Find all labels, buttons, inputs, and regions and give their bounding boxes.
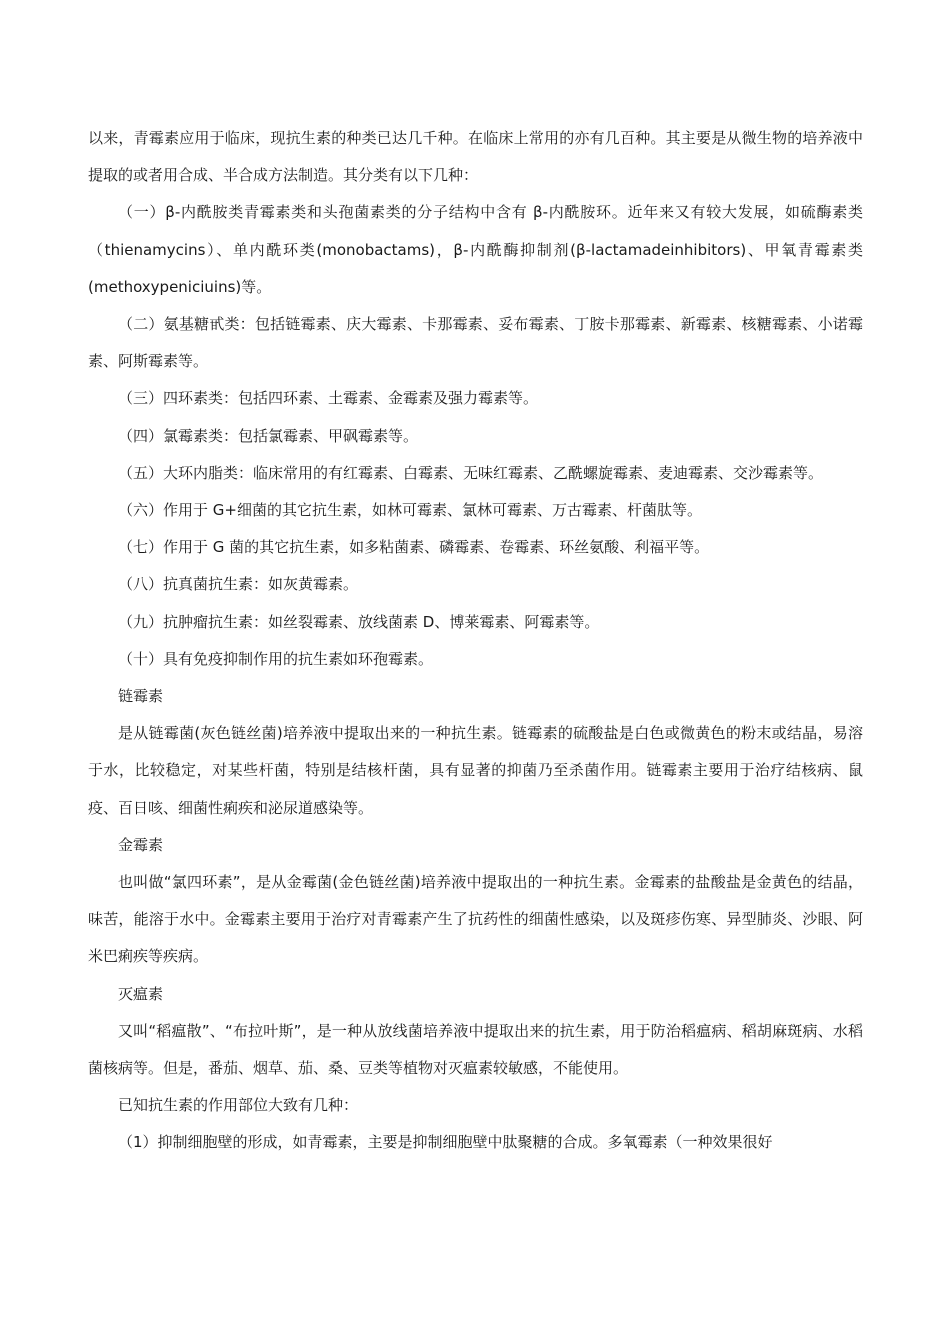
category-3-paragraph: （三）四环素类：包括四环素、土霉素、金霉素及强力霉素等。 <box>118 389 539 408</box>
section-body-aureomycin: 也叫做“氯四环素”，是从金霉菌(金色链丝菌)培养液中提取出的一种抗生素。金霉素的盐酸盐是金黄色的结晶，味苦，能溶于水中。金霉素主要用于治疗对青霉素产生了抗药性的细菌性感染，以及斑疹伤寒、异型肺炎、沙眼、阿米巴痢疾等疾病。 <box>88 873 863 966</box>
category-8-paragraph: （八）抗真菌抗生素：如灰黄霉素。 <box>118 575 359 594</box>
category-4-paragraph: （四）氯霉素类：包括氯霉素、甲砜霉素等。 <box>118 426 419 445</box>
category-7-paragraph: （七）作用于 G 菌的其它抗生素，如多粘菌素、磷霉素、卷霉素、环丝氨酸、利福平等。 <box>118 538 710 557</box>
category-5-paragraph: （五）大环内脂类：临床常用的有红霉素、白霉素、无味红霉素、乙酰螺旋霉素、麦迪霉素、交沙霉素等。 <box>118 463 824 482</box>
section-body-blasticidin: 又叫“稻瘟散”、“布拉叶斯”，是一种从放线菌培养液中提取出来的抗生素，用于防治稻瘟病、稻胡麻斑病、水稻菌核病等。但是，番茄、烟草、茄、桑、豆类等植物对灭瘟素较敏感，不能使用。 <box>88 1021 863 1078</box>
closing-item-1-paragraph: （1）抑制细胞壁的形成，如青霉素，主要是抑制细胞壁中肽聚糖的合成。多氧霉素（一种效果很好 <box>118 1133 773 1152</box>
category-10-paragraph: （十）具有免疫抑制作用的抗生素如环孢霉素。 <box>118 649 434 668</box>
category-6-paragraph: （六）作用于 G+细菌的其它抗生素，如林可霉素、氯林可霉素、万古霉素、杆菌肽等。 <box>118 501 702 520</box>
section-title-streptomycin: 链霉素 <box>118 687 164 706</box>
category-9-paragraph: （九）抗肿瘤抗生素：如丝裂霉素、放线菌素 D、博莱霉素、阿霉素等。 <box>118 612 600 631</box>
section-body-streptomycin: 是从链霉菌(灰色链丝菌)培养液中提取出来的一种抗生素。链霉素的硫酸盐是白色或微黄色的粉末或结晶，易溶于水，比较稳定，对某些杆菌，特别是结核杆菌，具有显著的抑菌乃至杀菌作用。链霉素主要用于治疗结核病、鼠疫、百日咳、细菌性痢疾和泌尿道感染等。 <box>88 724 863 817</box>
section-title-aureomycin: 金霉素 <box>118 835 164 854</box>
category-2-paragraph: （二）氨基糖甙类：包括链霉素、庆大霉素、卡那霉素、妥布霉素、丁胺卡那霉素、新霉素、核糖霉素、小诺霉素、阿斯霉素等。 <box>88 315 863 371</box>
closing-intro-paragraph: 已知抗生素的作用部位大致有几种： <box>118 1096 359 1115</box>
document-body <box>88 120 863 1162</box>
section-title-blasticidin: 灭瘟素 <box>118 984 164 1003</box>
category-1-paragraph: （一）β-内酰胺类青霉素类和头孢菌素类的分子结构中含有 β-内酰胺环。近年来又有较大发展，如硫酶素类（thienamycins）、单内酰环类(monobactams)，β-内酰酶抑制剂(β-lactamadeinhibitors)、甲氧青霉素类(methoxypeniciuins)等。 <box>88 203 863 296</box>
intro-paragraph: 以来，青霉素应用于临床，现抗生素的种类已达几千种。在临床上常用的亦有几百种。其主要是从微生物的培养液中提取的或者用合成、半合成方法制造。其分类有以下几种： <box>88 129 863 185</box>
